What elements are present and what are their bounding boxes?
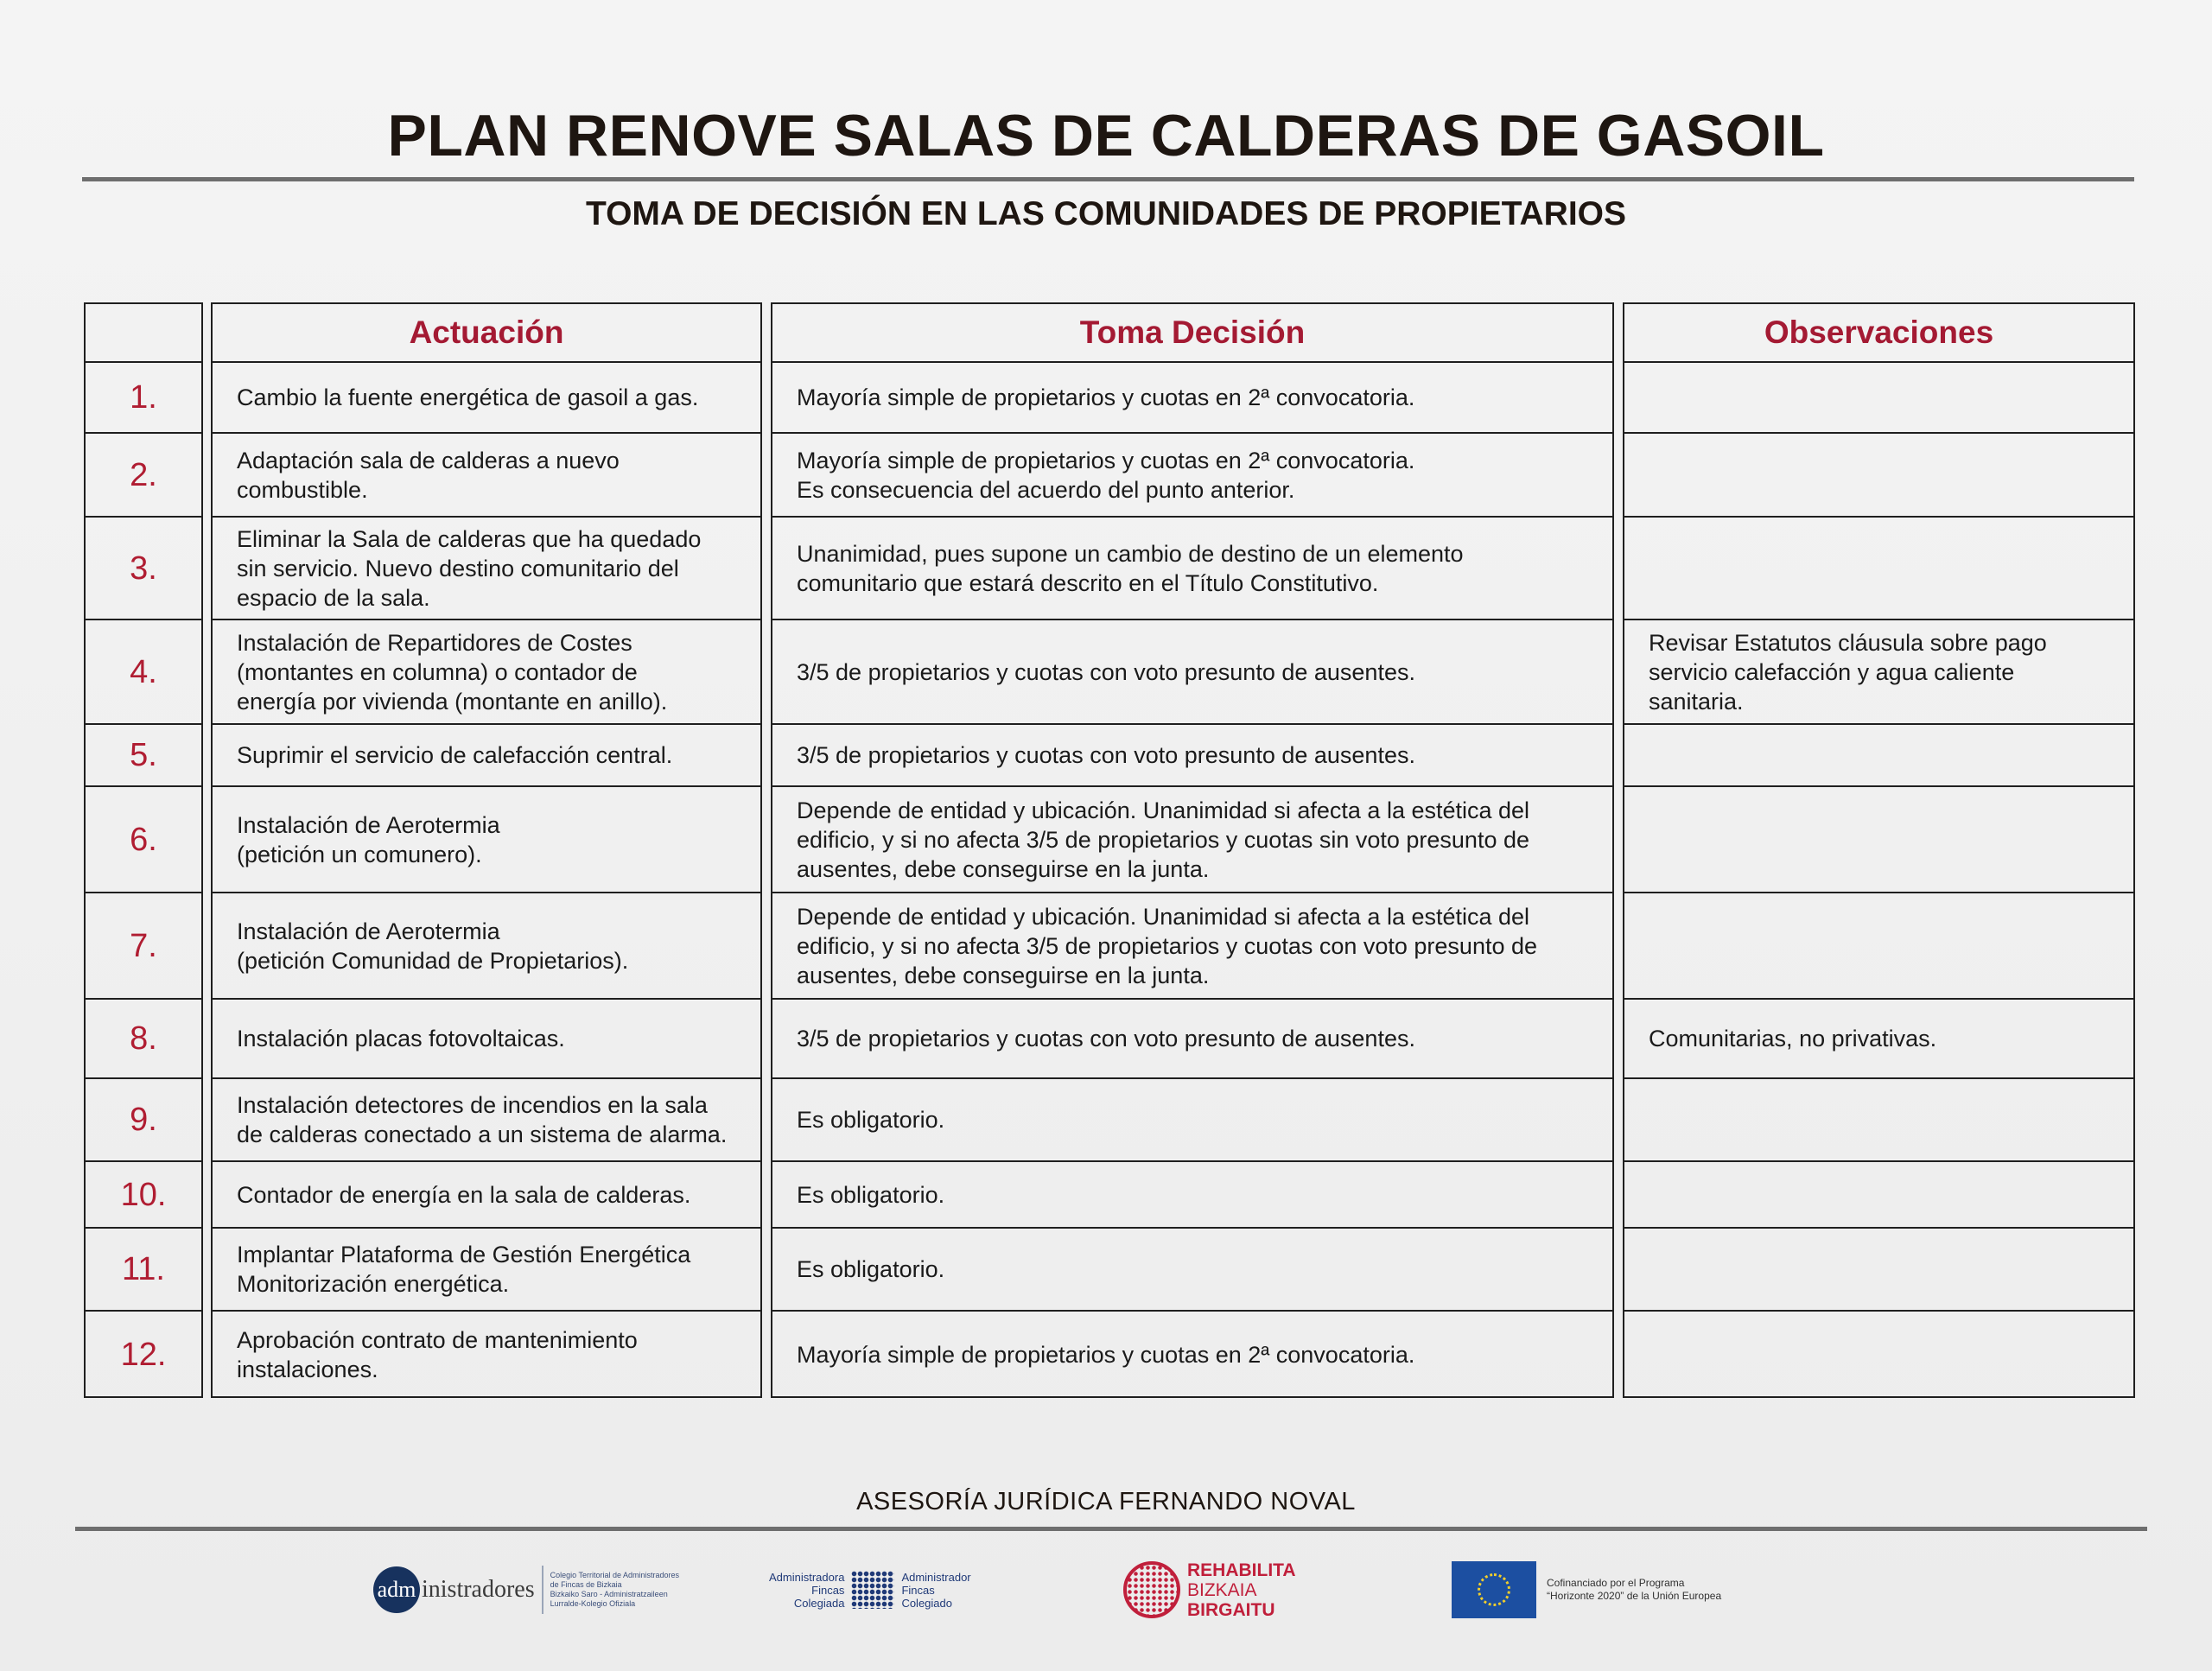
cell-text: Instalación detectores de incendios en la sala de calderas conectado a un sistema de alarma.	[237, 1092, 728, 1147]
cell-decision	[772, 787, 1612, 893]
cell-text: Unanimidad, pues supone un cambio de destino de un elemento comunitario que estará descrito en el Título Constitutivo.	[797, 540, 1464, 596]
cell-text: Contador de energía en la sala de calderas.	[237, 1181, 691, 1208]
cell-decision	[772, 893, 1612, 1000]
cell-text: Instalación de Aerotermia (petición un comunero).	[237, 811, 500, 867]
cell-text: Adaptación sala de calderas a nuevo combustible.	[237, 447, 620, 503]
cell-num	[86, 1312, 201, 1398]
cell-decision	[772, 1000, 1612, 1079]
cell-decision	[772, 1162, 1612, 1229]
cell-observaciones	[1624, 518, 2133, 620]
cell-text: Depende de entidad y ubicación. Unanimidad si afecta a la estética del edificio, y si no afecta 3/5 de propietarios y cuotas con voto presunto de ausentes, debe conseguirse en la junta.	[797, 903, 1538, 988]
cell-observaciones	[1624, 1162, 2133, 1229]
header-label: Toma Decisión	[1079, 315, 1306, 350]
cell-observaciones	[1624, 434, 2133, 518]
cell-text: Mayoría simple de propietarios y cuotas en 2ª convocatoria. Es consecuencia del acuerdo del punto anterior.	[797, 447, 1415, 503]
footer-credit: ASESORÍA JURÍDICA FERNANDO NOVAL	[856, 1488, 1356, 1515]
cell-text: Cambio la fuente energética de gasoil a gas.	[237, 384, 699, 410]
column-actuacion	[211, 302, 762, 1398]
header-label: Observaciones	[1764, 315, 1994, 350]
header-num	[86, 304, 201, 363]
cell-observaciones	[1624, 787, 2133, 893]
row-number: 2.	[130, 456, 157, 493]
row-number: 7.	[130, 927, 157, 964]
cell-actuacion	[213, 1162, 760, 1229]
row-number: 5.	[130, 737, 157, 773]
fincas-dots-icon	[851, 1571, 894, 1609]
cell-actuacion	[213, 1000, 760, 1079]
cell-num	[86, 1079, 201, 1162]
rehabilita-logo	[1123, 1555, 1296, 1624]
cell-num	[86, 1162, 201, 1229]
cell-observaciones	[1624, 1312, 2133, 1398]
rehabilita-line3: BIRGAITU	[1187, 1599, 1275, 1620]
page-subtitle: TOMA DE DECISIÓN EN LAS COMUNIDADES DE PROPIETARIOS	[585, 195, 1627, 232]
cell-text: Revisar Estatutos cláusula sobre pago servicio calefacción y agua caliente sanitaria.	[1649, 629, 2047, 715]
cell-text: Es obligatorio.	[797, 1256, 945, 1282]
administradores-mark: adm	[373, 1566, 420, 1613]
header-decision	[772, 304, 1612, 363]
footer-divider	[75, 1527, 2147, 1531]
rehabilita-mark-icon	[1123, 1561, 1180, 1618]
eu-logo	[1452, 1555, 1721, 1624]
cell-actuacion	[213, 1229, 760, 1312]
row-number: 10.	[120, 1176, 167, 1213]
cell-observaciones	[1624, 1000, 2133, 1079]
cell-text: Eliminar la Sala de calderas que ha quedado sin servicio. Nuevo destino comunitario del espacio de la sala.	[237, 525, 702, 611]
cell-decision	[772, 620, 1612, 725]
cell-observaciones	[1624, 1079, 2133, 1162]
cell-actuacion	[213, 518, 760, 620]
administradores-wordmark: inistradores	[422, 1576, 535, 1603]
eu-caption: Cofinanciado por el Programa “Horizonte 2020” de la Unión Europea	[1547, 1577, 1722, 1602]
cell-text: Aprobación contrato de mantenimiento instalaciones.	[237, 1327, 638, 1382]
header-actuacion	[213, 304, 760, 363]
page-title: PLAN RENOVE SALAS DE CALDERAS DE GASOIL	[387, 103, 1825, 168]
fincas-left-text: Administradora Fincas Colegiada	[769, 1570, 845, 1610]
cell-actuacion	[213, 363, 760, 434]
fincas-right-text: Administrador Fincas Colegiado	[901, 1570, 971, 1610]
cell-actuacion	[213, 620, 760, 725]
cell-actuacion	[213, 725, 760, 787]
cell-actuacion	[213, 434, 760, 518]
cell-decision	[772, 725, 1612, 787]
cell-text: Comunitarias, no privativas.	[1649, 1026, 1937, 1052]
cell-observaciones	[1624, 893, 2133, 1000]
cell-num	[86, 787, 201, 893]
row-number: 9.	[130, 1102, 157, 1138]
cell-text: Suprimir el servicio de calefacción central.	[237, 742, 673, 768]
header-label: Actuación	[409, 315, 564, 350]
header-observaciones	[1624, 304, 2133, 363]
eu-flag-icon	[1452, 1561, 1536, 1618]
administradores-caption: Colegio Territorial de Administradores de Fincas de Bizkaia Bizkaiko Saro - Administratzaileen Lurralde-Kolegio Ofiziala	[550, 1571, 680, 1608]
cell-text: 3/5 de propietarios y cuotas con voto presunto de ausentes.	[797, 658, 1415, 685]
column-num	[84, 302, 203, 1398]
cell-observaciones	[1624, 620, 2133, 725]
row-number: 12.	[120, 1337, 167, 1373]
cell-decision	[772, 1079, 1612, 1162]
column-observaciones	[1623, 302, 2135, 1398]
cell-decision	[772, 1312, 1612, 1398]
cell-num	[86, 518, 201, 620]
rehabilita-line2: BIZKAIA	[1187, 1579, 1257, 1600]
administradores-logo	[373, 1555, 689, 1624]
row-number: 6.	[130, 821, 157, 858]
cell-text: Instalación de Aerotermia (petición Comunidad de Propietarios).	[237, 918, 629, 974]
cell-text: Depende de entidad y ubicación. Unanimidad si afecta a la estética del edificio, y si no afecta 3/5 de propietarios y cuotas sin voto presunto de ausentes, debe conseguirse en la junta.	[797, 797, 1530, 882]
column-decision	[771, 302, 1614, 1398]
cell-text: Instalación de Repartidores de Costes (montantes en columna) o contador de energía por vivienda (montante en anillo).	[237, 629, 668, 715]
row-number: 8.	[130, 1020, 157, 1057]
cell-num	[86, 620, 201, 725]
cell-actuacion	[213, 1079, 760, 1162]
row-number: 11.	[121, 1251, 165, 1287]
cell-num	[86, 1229, 201, 1312]
cell-actuacion	[213, 1312, 760, 1398]
cell-num	[86, 1000, 201, 1079]
cell-text: Es obligatorio.	[797, 1181, 945, 1208]
cell-num	[86, 363, 201, 434]
cell-text: 3/5 de propietarios y cuotas con voto presunto de ausentes.	[797, 1026, 1415, 1052]
cell-actuacion	[213, 893, 760, 1000]
cell-observaciones	[1624, 725, 2133, 787]
fincas-colegiada-logo	[769, 1555, 971, 1624]
cell-num	[86, 725, 201, 787]
title-divider	[82, 177, 2134, 181]
rehabilita-line1: REHABILITA	[1187, 1560, 1296, 1580]
cell-decision	[772, 363, 1612, 434]
row-number: 1.	[130, 379, 157, 416]
cell-decision	[772, 518, 1612, 620]
cell-decision	[772, 1229, 1612, 1312]
row-number: 3.	[130, 550, 157, 587]
cell-text: Implantar Plataforma de Gestión Energética Monitorización energética.	[237, 1242, 691, 1297]
cell-text: 3/5 de propietarios y cuotas con voto presunto de ausentes.	[797, 742, 1415, 768]
cell-actuacion	[213, 787, 760, 893]
row-number: 4.	[130, 653, 157, 690]
cell-text: Instalación placas fotovoltaicas.	[237, 1026, 565, 1052]
cell-observaciones	[1624, 1229, 2133, 1312]
cell-observaciones	[1624, 363, 2133, 434]
cell-num	[86, 434, 201, 518]
cell-text: Mayoría simple de propietarios y cuotas en 2ª convocatoria.	[797, 1342, 1415, 1368]
cell-decision	[772, 434, 1612, 518]
cell-text: Es obligatorio.	[797, 1107, 945, 1133]
cell-text: Mayoría simple de propietarios y cuotas en 2ª convocatoria.	[797, 384, 1415, 410]
cell-num	[86, 893, 201, 1000]
